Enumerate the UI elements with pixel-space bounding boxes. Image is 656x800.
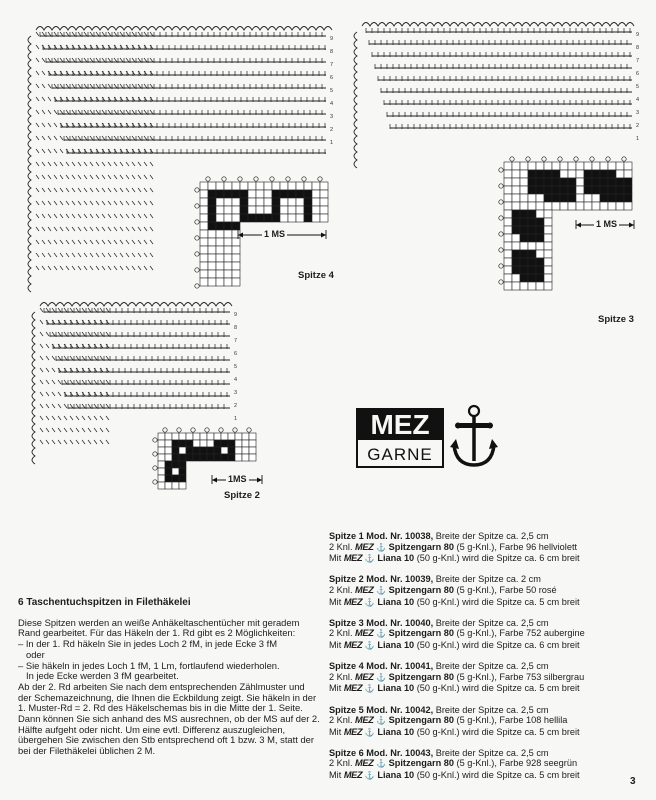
spec-yarn-qty: 2 Knl. — [329, 671, 356, 682]
svg-text:1: 1 — [636, 136, 640, 142]
label-spitze-3: Spitze 3 — [598, 314, 634, 325]
svg-text:6: 6 — [330, 75, 334, 81]
mez-brand-mark: MEZ — [343, 726, 363, 737]
spec-width: Breite der Spitze ca. 2,5 cm — [433, 747, 549, 758]
spec-width: Breite der Spitze ca. 2,5 cm — [433, 704, 549, 715]
spec-title: Spitze 3 Mod. Nr. 10040, — [329, 617, 434, 628]
model-specs — [329, 531, 647, 791]
svg-text:7: 7 — [636, 58, 640, 64]
spec-yarn-qty: 2 Knl. — [329, 628, 356, 639]
anchor-icon — [450, 403, 498, 471]
svg-text:9: 9 — [234, 312, 238, 318]
spec-yarn-name: Spitzengarn 80 — [386, 671, 454, 682]
ms-label-spitze-2: 1MS — [228, 474, 247, 484]
mez-brand-mark: MEZ — [355, 758, 374, 769]
svg-text:2: 2 — [636, 123, 640, 129]
article-body: Ab der 2. Rd arbeiten Sie nach dem entsprechenden Zählmuster und der Schemazeichnung, die Ihnen die Eckbildung zeigt. Sie häkeln in der 1. Muster-Rd = 2. Rd des Häkelschemas bis in die Mitte der 1. Seite. Dann können Sie sich anhand des MS ausrechnen, ob der MS auf der 2. Hälfte aufgeht oder nicht. Um eine evtl. Differenz auszugleichen, übergehen Sie zwischen den Stb entsprechend oft 1 bzw. 3 M, statt der bei der Filethäkelei üblichen 2 M. — [18, 680, 320, 757]
anchor-icon-small: ⚓ — [376, 759, 387, 769]
spec-yarn-name: Spitzengarn 80 — [386, 584, 454, 595]
spec-width: Breite der Spitze ca. 2,5 cm — [433, 531, 549, 541]
spec-liana-pre: Mit — [329, 726, 344, 737]
anchor-icon-small: ⚓ — [376, 629, 387, 639]
article-or: oder — [26, 648, 45, 660]
mez-brand-mark: MEZ — [343, 639, 363, 650]
spec-liana-detail: (50 g-Knl.) wird die Spitze ca. 6 cm breit — [414, 553, 580, 564]
mez-brand-mark: MEZ — [355, 671, 374, 682]
spec-liana-pre: Mit — [329, 639, 344, 650]
spec-yarn-name: Spitzengarn 80 — [386, 715, 454, 726]
anchor-icon-small: ⚓ — [364, 684, 375, 694]
article-option-1: – In der 1. Rd häkeln Sie in jedes Loch 2 fM, in jede Ecke 3 fM — [18, 638, 277, 650]
anchor-icon-small: ⚓ — [364, 727, 375, 737]
ms-label-spitze-4: 1 MS — [264, 229, 286, 239]
svg-text:8: 8 — [330, 49, 334, 55]
svg-text:5: 5 — [636, 84, 640, 90]
svg-text:6: 6 — [234, 351, 238, 357]
spec-yarn-detail: (5 g-Knl.), Farbe 928 seegrün — [453, 758, 578, 769]
spec-yarn-name: Spitzengarn 80 — [386, 628, 454, 639]
mez-brand-mark: MEZ — [355, 628, 374, 639]
anchor-icon-small: ⚓ — [364, 597, 375, 607]
anchor-icon-small: ⚓ — [376, 542, 387, 552]
spec-liana-detail: (50 g-Knl.) wird die Spitze ca. 5 cm breit — [414, 683, 580, 694]
spec-liana-name: Liana 10 — [374, 639, 415, 650]
spec-liana-pre: Mit — [329, 683, 344, 694]
spec-yarn-name: Spitzengarn 80 — [386, 541, 454, 552]
spec-yarn-detail: (5 g-Knl.), Farbe 753 silbergrau — [453, 671, 585, 682]
schema-spitze-4 — [28, 27, 333, 293]
spec-title: Spitze 1 Mod. Nr. 10038, — [329, 531, 434, 541]
ms-label-spitze-3: 1 MS — [596, 219, 618, 229]
spec-liana-name: Liana 10 — [374, 683, 415, 694]
anchor-icon-small: ⚓ — [364, 640, 375, 650]
spec-yarn-qty: 2 Knl. — [329, 541, 356, 552]
spec-liana-name: Liana 10 — [374, 726, 415, 737]
spec-yarn-detail: (5 g-Knl.), Farbe 108 hellila — [453, 715, 568, 726]
svg-text:3: 3 — [234, 390, 238, 396]
svg-text:8: 8 — [234, 325, 238, 331]
spec-liana-pre: Mit — [329, 770, 344, 781]
mez-brand-mark: MEZ — [343, 553, 363, 564]
spec-title: Spitze 4 Mod. Nr. 10041, — [329, 661, 434, 672]
spec-liana-detail: (50 g-Knl.) wird die Spitze ca. 5 cm breit — [414, 770, 580, 781]
spec-liana-pre: Mit — [329, 553, 344, 564]
mez-brand-mark: MEZ — [355, 541, 374, 552]
spec-yarn-detail: (5 g-Knl.), Farbe 50 rosé — [453, 584, 557, 595]
spec-yarn-detail: (5 g-Knl.), Farbe 752 aubergine — [453, 628, 585, 639]
spec-item — [329, 661, 647, 695]
label-spitze-4: Spitze 4 — [298, 270, 334, 281]
mez-brand-mark: MEZ — [343, 596, 363, 607]
spec-liana-name: Liana 10 — [374, 770, 415, 781]
svg-text:2: 2 — [330, 127, 334, 133]
anchor-icon-small: ⚓ — [364, 554, 375, 564]
svg-text:4: 4 — [330, 101, 334, 107]
spec-liana-name: Liana 10 — [374, 596, 415, 607]
anchor-icon-small: ⚓ — [364, 771, 375, 781]
spec-item — [329, 705, 647, 739]
spec-liana-name: Liana 10 — [374, 553, 415, 564]
article-intro: Diese Spitzen werden an weiße Anhäkeltaschentücher mit geradem Rand gearbeitet. Für das Häkeln der 1. Rd gibt es 2 Möglichkeiten: — [18, 616, 300, 639]
spec-title: Spitze 5 Mod. Nr. 10042, — [329, 704, 434, 715]
spec-yarn-qty: 2 Knl. — [329, 584, 356, 595]
mez-brand-mark: MEZ — [355, 584, 374, 595]
spec-liana-detail: (50 g-Knl.) wird die Spitze ca. 5 cm breit — [414, 596, 580, 607]
spec-width: Breite der Spitze ca. 2,5 cm — [433, 617, 549, 628]
mez-garne-logo — [356, 408, 444, 468]
label-spitze-2: Spitze 2 — [224, 490, 260, 501]
svg-text:1: 1 — [234, 416, 238, 422]
spec-item — [329, 748, 647, 782]
spec-liana-detail: (50 g-Knl.) wird die Spitze ca. 6 cm breit — [414, 639, 580, 650]
spec-item — [329, 574, 647, 608]
spec-width: Breite der Spitze ca. 2 cm — [433, 574, 541, 585]
instructions-article — [18, 598, 320, 757]
spec-yarn-name: Spitzengarn 80 — [386, 758, 454, 769]
spec-yarn-qty: 2 Knl. — [329, 715, 356, 726]
anchor-icon-small: ⚓ — [376, 585, 387, 595]
article-title: 6 Taschentuchspitzen in Filethäkelei — [18, 597, 191, 608]
spec-item — [329, 618, 647, 652]
spec-width: Breite der Spitze ca. 2,5 cm — [433, 661, 549, 672]
anchor-icon-small: ⚓ — [376, 716, 387, 726]
svg-text:3: 3 — [636, 110, 640, 116]
svg-text:7: 7 — [330, 62, 334, 68]
spec-yarn-detail: (5 g-Knl.), Farbe 96 hellviolett — [453, 541, 578, 552]
svg-text:6: 6 — [636, 71, 640, 77]
schema-spitze-3 — [354, 23, 639, 169]
page-number: 3 — [630, 776, 636, 787]
svg-text:2: 2 — [234, 403, 238, 409]
svg-text:9: 9 — [330, 36, 334, 42]
logo-brand: MEZ — [370, 409, 430, 440]
svg-text:3: 3 — [330, 114, 334, 120]
svg-text:9: 9 — [636, 32, 640, 38]
svg-text:5: 5 — [330, 88, 334, 94]
svg-text:7: 7 — [234, 338, 238, 344]
mez-brand-mark: MEZ — [355, 715, 374, 726]
spec-title: Spitze 6 Mod. Nr. 10043, — [329, 747, 434, 758]
spec-yarn-qty: 2 Knl. — [329, 758, 356, 769]
article-option-2b: In jede Ecke werden 3 fM gearbeitet. — [26, 670, 179, 682]
svg-text:5: 5 — [234, 364, 238, 370]
spec-title: Spitze 2 Mod. Nr. 10039, — [329, 574, 434, 585]
mez-brand-mark: MEZ — [343, 683, 363, 694]
spec-liana-pre: Mit — [329, 596, 344, 607]
svg-text:4: 4 — [636, 97, 640, 103]
svg-text:1: 1 — [330, 140, 334, 146]
mez-brand-mark: MEZ — [343, 770, 363, 781]
spec-item — [329, 531, 647, 565]
svg-text:4: 4 — [234, 377, 238, 383]
spec-liana-detail: (50 g-Knl.) wird die Spitze ca. 5 cm breit — [414, 726, 580, 737]
svg-text:8: 8 — [636, 45, 640, 51]
logo-sub: GARNE — [367, 445, 433, 464]
article-option-2: – Sie häkeln in jedes Loch 1 fM, 1 Lm, fortlaufend wiederholen. — [18, 659, 280, 671]
anchor-icon-small: ⚓ — [376, 672, 387, 682]
